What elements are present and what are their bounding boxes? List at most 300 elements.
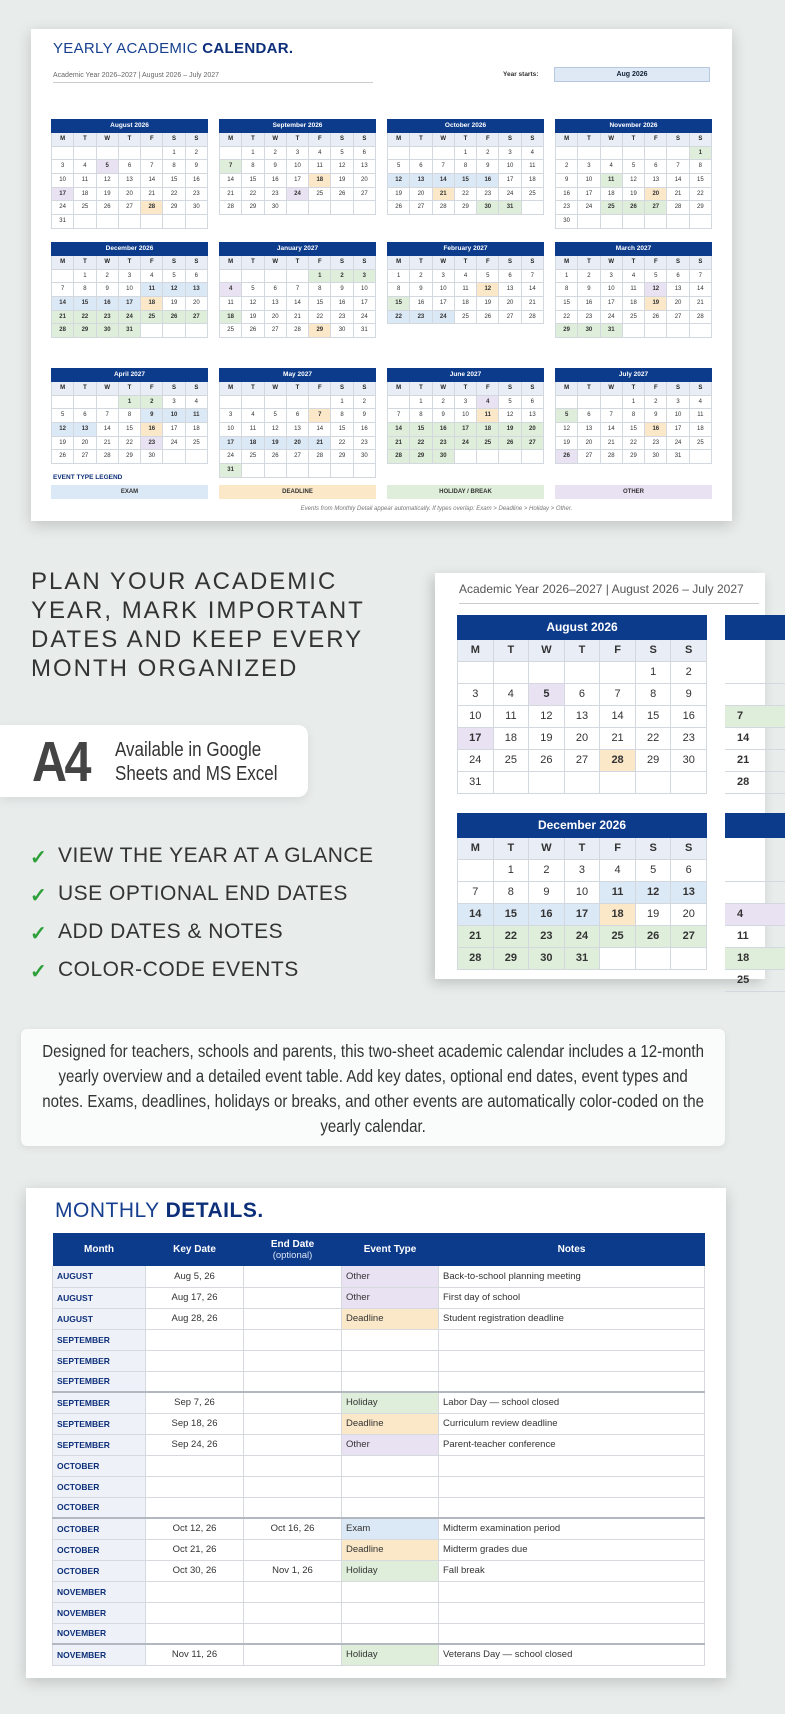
end-date-cell[interactable]: [244, 1413, 342, 1434]
month-card: [387, 368, 544, 464]
empty-cell: [52, 147, 74, 161]
weekday-header: S: [499, 133, 521, 147]
month-cell[interactable]: SEPTEMBER: [53, 1329, 146, 1350]
empty-cell: [690, 215, 712, 229]
weekday-header: M: [556, 256, 578, 270]
notes-cell[interactable]: First day of school: [439, 1287, 705, 1308]
day-cell: 4: [600, 860, 636, 882]
key-date-cell[interactable]: Oct 21, 26: [146, 1539, 244, 1560]
month-card: [387, 242, 544, 324]
day-cell: 23: [671, 728, 707, 750]
day-cell: 5: [645, 270, 667, 284]
day-cell: 2: [645, 396, 667, 410]
key-date-cell[interactable]: [146, 1623, 244, 1644]
peek-day: 28: [725, 772, 785, 794]
notes-cell[interactable]: [439, 1623, 705, 1644]
day-cell: 31: [499, 201, 521, 215]
weekday-header: F: [477, 133, 499, 147]
key-date-cell[interactable]: Oct 12, 26: [146, 1518, 244, 1539]
month-header: August 2026: [457, 615, 707, 640]
empty-cell: [578, 396, 600, 410]
day-cell: 8: [494, 882, 530, 904]
empty-cell: [163, 324, 185, 338]
key-date-cell[interactable]: [146, 1350, 244, 1371]
key-date-cell[interactable]: [146, 1329, 244, 1350]
notes-cell[interactable]: [439, 1497, 705, 1518]
day-cell: 25: [477, 437, 499, 451]
day-cell: 10: [163, 409, 185, 423]
day-cell: 18: [141, 297, 163, 311]
weekday-header: S: [690, 382, 712, 396]
weekday-header: M: [52, 256, 74, 270]
notes-cell[interactable]: Midterm grades due: [439, 1539, 705, 1560]
empty-cell: [74, 396, 96, 410]
zoom-month-august: [457, 615, 707, 794]
weekday-header: W: [529, 640, 565, 662]
day-cell: 3: [455, 396, 477, 410]
day-cell: 1: [494, 860, 530, 882]
day-cell: 17: [52, 188, 74, 202]
day-cell: 7: [287, 283, 309, 297]
day-cell: 21: [287, 311, 309, 325]
month-header: October 2026: [387, 119, 544, 133]
day-cell: 3: [578, 160, 600, 174]
day-cell: 30: [186, 201, 208, 215]
notes-cell[interactable]: [439, 1329, 705, 1350]
empty-cell: [141, 147, 163, 161]
empty-cell: [529, 662, 565, 684]
day-cell: 31: [667, 450, 689, 464]
day-cell: 30: [97, 324, 119, 338]
end-date-cell[interactable]: [244, 1497, 342, 1518]
day-cell: 28: [458, 948, 494, 970]
key-date-cell[interactable]: Oct 30, 26: [146, 1560, 244, 1581]
day-cell: 2: [529, 860, 565, 882]
day-cell: 26: [242, 324, 264, 338]
day-cell: 28: [141, 201, 163, 215]
weekday-header: T: [410, 382, 432, 396]
empty-cell: [636, 772, 672, 794]
empty-cell: [186, 450, 208, 464]
day-cell: 6: [565, 684, 601, 706]
key-date-cell[interactable]: Sep 7, 26: [146, 1392, 244, 1413]
weekday-header: M: [220, 133, 242, 147]
day-cell: 12: [623, 174, 645, 188]
end-date-cell[interactable]: [244, 1644, 342, 1665]
day-cell: 23: [556, 201, 578, 215]
day-cell: 27: [578, 450, 600, 464]
event-type-cell[interactable]: Holiday: [342, 1644, 439, 1665]
day-cell: 28: [388, 450, 410, 464]
weekday-header: S: [331, 382, 353, 396]
notes-cell[interactable]: Parent-teacher conference: [439, 1434, 705, 1455]
day-cell: 3: [601, 270, 623, 284]
empty-cell: [410, 147, 432, 161]
empty-cell: [388, 396, 410, 410]
day-cell: 27: [499, 311, 521, 325]
end-date-cell[interactable]: [244, 1602, 342, 1623]
end-date-cell[interactable]: [244, 1539, 342, 1560]
empty-cell: [623, 147, 645, 161]
col-end-date: End Date (optional): [244, 1233, 342, 1266]
empty-cell: [600, 948, 636, 970]
key-date-cell[interactable]: Aug 5, 26: [146, 1266, 244, 1287]
key-date-cell[interactable]: Aug 17, 26: [146, 1287, 244, 1308]
key-date-cell[interactable]: [146, 1581, 244, 1602]
notes-cell[interactable]: Back-to-school planning meeting: [439, 1266, 705, 1287]
day-cell: 24: [52, 201, 74, 215]
day-cell: 17: [433, 297, 455, 311]
table-row: [53, 1560, 705, 1581]
month-cell[interactable]: SEPTEMBER: [53, 1413, 146, 1434]
event-type-cell[interactable]: Other: [342, 1266, 439, 1287]
day-cell: 3: [287, 147, 309, 161]
weekday-header: T: [74, 256, 96, 270]
weekday-header: S: [163, 256, 185, 270]
end-date-cell[interactable]: [244, 1392, 342, 1413]
event-type-cell[interactable]: Other: [342, 1287, 439, 1308]
month-header: May 2027: [219, 368, 376, 382]
table-row: [53, 1497, 705, 1518]
day-cell: 23: [645, 437, 667, 451]
day-cell: 2: [433, 396, 455, 410]
day-cell: 10: [287, 160, 309, 174]
end-date-cell[interactable]: [244, 1266, 342, 1287]
key-date-cell[interactable]: Aug 28, 26: [146, 1308, 244, 1329]
weekday-header: F: [309, 382, 331, 396]
empty-cell: [433, 147, 455, 161]
day-cell: 12: [163, 283, 185, 297]
notes-cell[interactable]: [439, 1602, 705, 1623]
day-cell: 12: [529, 706, 565, 728]
event-type-cell[interactable]: Deadline: [342, 1539, 439, 1560]
day-cell: 11: [494, 706, 530, 728]
month-cell[interactable]: OCTOBER: [53, 1476, 146, 1497]
key-date-cell[interactable]: [146, 1497, 244, 1518]
event-type-cell[interactable]: [342, 1581, 439, 1602]
day-cell: 19: [529, 728, 565, 750]
day-cell: 4: [309, 147, 331, 161]
day-cell: 3: [52, 160, 74, 174]
check-icon: ✓: [30, 885, 47, 907]
day-cell: 25: [242, 450, 264, 464]
notes-cell[interactable]: Labor Day — school closed: [439, 1392, 705, 1413]
details-table: [52, 1233, 705, 1666]
month-cell[interactable]: AUGUST: [53, 1266, 146, 1287]
end-date-cell[interactable]: [244, 1581, 342, 1602]
month-cell[interactable]: AUGUST: [53, 1287, 146, 1308]
event-type-cell[interactable]: [342, 1371, 439, 1392]
day-cell: 24: [287, 188, 309, 202]
day-cell: 25: [74, 201, 96, 215]
empty-cell: [354, 464, 376, 478]
day-cell: 27: [671, 926, 707, 948]
key-date-cell[interactable]: [146, 1455, 244, 1476]
day-cell: 14: [220, 174, 242, 188]
day-cell: 2: [354, 396, 376, 410]
day-cell: 15: [242, 174, 264, 188]
day-cell: 19: [52, 437, 74, 451]
day-cell: 25: [623, 311, 645, 325]
weekday-header: S: [636, 838, 672, 860]
empty-cell: [119, 215, 141, 229]
year-starts-input[interactable]: Aug 2026: [554, 67, 710, 82]
day-cell: 18: [74, 188, 96, 202]
event-type-cell[interactable]: Other: [342, 1434, 439, 1455]
table-row: [53, 1434, 705, 1455]
day-cell: 6: [410, 160, 432, 174]
weekday-header: S: [499, 382, 521, 396]
zoom-subline: Academic Year 2026–2027 | August 2026 – July 2027: [459, 582, 744, 596]
day-cell: 26: [52, 450, 74, 464]
month-cell[interactable]: NOVEMBER: [53, 1602, 146, 1623]
weekday-header: T: [565, 838, 601, 860]
month-cell[interactable]: OCTOBER: [53, 1497, 146, 1518]
table-row: [53, 1266, 705, 1287]
feature-item: [30, 880, 420, 908]
notes-cell[interactable]: [439, 1350, 705, 1371]
empty-cell: [52, 270, 74, 284]
month-cell[interactable]: OCTOBER: [53, 1518, 146, 1539]
day-cell: 25: [600, 926, 636, 948]
event-type-cell[interactable]: [342, 1329, 439, 1350]
empty-cell: [52, 396, 74, 410]
month-cell[interactable]: NOVEMBER: [53, 1581, 146, 1602]
day-cell: 19: [499, 423, 521, 437]
end-date-cell[interactable]: [244, 1287, 342, 1308]
event-type-cell[interactable]: [342, 1350, 439, 1371]
day-cell: 16: [186, 174, 208, 188]
empty-cell: [455, 450, 477, 464]
end-date-cell[interactable]: [244, 1623, 342, 1644]
day-cell: 28: [601, 450, 623, 464]
notes-cell[interactable]: [439, 1581, 705, 1602]
key-date-cell[interactable]: Nov 11, 26: [146, 1644, 244, 1665]
empty-cell: [97, 147, 119, 161]
year-starts-label: Year starts:: [503, 71, 539, 78]
event-type-cell[interactable]: [342, 1497, 439, 1518]
end-date-cell[interactable]: [244, 1329, 342, 1350]
key-date-cell[interactable]: Sep 24, 26: [146, 1434, 244, 1455]
yearly-title: YEARLY ACADEMIC CALENDAR.: [53, 40, 294, 57]
day-cell: 29: [636, 750, 672, 772]
day-cell: 21: [690, 297, 712, 311]
month-cell[interactable]: NOVEMBER: [53, 1644, 146, 1665]
day-cell: 5: [388, 160, 410, 174]
event-type-cell[interactable]: Holiday: [342, 1560, 439, 1581]
day-cell: 29: [623, 450, 645, 464]
day-cell: 12: [499, 409, 521, 423]
day-cell: 18: [455, 297, 477, 311]
weekday-header: T: [119, 382, 141, 396]
month-cell[interactable]: SEPTEMBER: [53, 1392, 146, 1413]
end-date-cell[interactable]: [244, 1371, 342, 1392]
day-cell: 9: [529, 882, 565, 904]
key-date-cell[interactable]: [146, 1602, 244, 1623]
day-cell: 31: [458, 772, 494, 794]
month-header: December 2026: [457, 813, 707, 838]
day-cell: 15: [556, 297, 578, 311]
weekday-header: W: [601, 256, 623, 270]
day-cell: 3: [565, 860, 601, 882]
notes-cell[interactable]: Midterm examination period: [439, 1518, 705, 1539]
day-cell: 11: [477, 409, 499, 423]
day-cell: 29: [74, 324, 96, 338]
day-cell: 10: [119, 283, 141, 297]
day-cell: 26: [499, 437, 521, 451]
academic-year-subline: Academic Year 2026–2027 | August 2026 – July 2027: [53, 72, 220, 79]
day-cell: 14: [690, 283, 712, 297]
notes-cell[interactable]: [439, 1476, 705, 1497]
month-header: July 2027: [555, 368, 712, 382]
day-cell: 12: [52, 423, 74, 437]
weekday-header: F: [645, 133, 667, 147]
weekday-header: M: [458, 640, 494, 662]
weekday-header: W: [433, 382, 455, 396]
notes-cell[interactable]: Student registration deadline: [439, 1308, 705, 1329]
event-type-cell[interactable]: [342, 1476, 439, 1497]
end-date-cell[interactable]: Oct 16, 26: [244, 1518, 342, 1539]
end-date-cell[interactable]: [244, 1434, 342, 1455]
day-cell: 4: [690, 396, 712, 410]
weekday-header: S: [354, 133, 376, 147]
day-cell: 22: [690, 188, 712, 202]
day-cell: 17: [163, 423, 185, 437]
day-cell: 10: [433, 283, 455, 297]
weekday-header: M: [52, 382, 74, 396]
day-cell: 11: [600, 882, 636, 904]
day-cell: 31: [601, 324, 623, 338]
notes-cell[interactable]: Veterans Day — school closed: [439, 1644, 705, 1665]
day-cell: 17: [119, 297, 141, 311]
month-header: March 2027: [555, 242, 712, 256]
key-date-cell[interactable]: Sep 18, 26: [146, 1413, 244, 1434]
month-cell[interactable]: SEPTEMBER: [53, 1371, 146, 1392]
month-cell[interactable]: OCTOBER: [53, 1560, 146, 1581]
zoom-peek-september: [725, 615, 785, 794]
day-cell: 19: [331, 174, 353, 188]
day-cell: 11: [623, 283, 645, 297]
day-cell: 17: [287, 174, 309, 188]
day-cell: 10: [52, 174, 74, 188]
event-type-cell[interactable]: Deadline: [342, 1308, 439, 1329]
month-cell[interactable]: SEPTEMBER: [53, 1350, 146, 1371]
day-cell: 10: [455, 409, 477, 423]
notes-cell[interactable]: [439, 1455, 705, 1476]
month-header: June 2027: [387, 368, 544, 382]
weekday-header: T: [578, 133, 600, 147]
weekday-header: W: [529, 838, 565, 860]
day-cell: 27: [74, 450, 96, 464]
weekday-header: S: [163, 133, 185, 147]
day-cell: 18: [623, 297, 645, 311]
day-cell: 16: [671, 706, 707, 728]
notes-cell[interactable]: Curriculum review deadline: [439, 1413, 705, 1434]
end-date-cell[interactable]: [244, 1476, 342, 1497]
day-cell: 11: [74, 174, 96, 188]
month-cell[interactable]: NOVEMBER: [53, 1623, 146, 1644]
month-cell[interactable]: OCTOBER: [53, 1539, 146, 1560]
day-cell: 31: [220, 464, 242, 478]
weekday-header: T: [242, 133, 264, 147]
weekday-header: W: [601, 133, 623, 147]
day-cell: 13: [354, 160, 376, 174]
event-type-cell[interactable]: Holiday: [342, 1392, 439, 1413]
day-cell: 10: [458, 706, 494, 728]
event-type-cell[interactable]: Exam: [342, 1518, 439, 1539]
day-cell: 22: [455, 188, 477, 202]
end-date-cell[interactable]: Nov 1, 26: [244, 1560, 342, 1581]
empty-cell: [565, 772, 601, 794]
day-cell: 7: [600, 684, 636, 706]
weekday-header: S: [331, 133, 353, 147]
end-date-cell[interactable]: [244, 1308, 342, 1329]
format-badge: [0, 725, 308, 797]
weekday-header: W: [433, 133, 455, 147]
day-cell: 16: [433, 423, 455, 437]
month-cell[interactable]: SEPTEMBER: [53, 1434, 146, 1455]
key-date-cell[interactable]: [146, 1371, 244, 1392]
day-cell: 27: [522, 437, 544, 451]
day-cell: 29: [690, 201, 712, 215]
day-cell: 31: [354, 324, 376, 338]
day-cell: 15: [309, 297, 331, 311]
day-cell: 17: [667, 423, 689, 437]
weekday-header: M: [556, 133, 578, 147]
day-cell: 2: [671, 662, 707, 684]
day-cell: 12: [645, 283, 667, 297]
month-cell[interactable]: AUGUST: [53, 1308, 146, 1329]
day-cell: 30: [556, 215, 578, 229]
day-cell: 7: [433, 160, 455, 174]
event-type-cell[interactable]: [342, 1602, 439, 1623]
day-cell: 11: [690, 409, 712, 423]
month-cell[interactable]: OCTOBER: [53, 1455, 146, 1476]
event-type-cell[interactable]: Deadline: [342, 1413, 439, 1434]
day-cell: 27: [354, 188, 376, 202]
end-date-cell[interactable]: [244, 1455, 342, 1476]
weekday-header: T: [410, 133, 432, 147]
weekday-header: W: [265, 133, 287, 147]
notes-cell[interactable]: [439, 1371, 705, 1392]
day-cell: 27: [119, 201, 141, 215]
weekday-header: F: [141, 133, 163, 147]
event-type-cell[interactable]: [342, 1623, 439, 1644]
day-cell: 2: [265, 147, 287, 161]
day-cell: 22: [556, 311, 578, 325]
weekday-header: F: [141, 256, 163, 270]
day-cell: 29: [410, 450, 432, 464]
day-cell: 28: [97, 450, 119, 464]
day-cell: 18: [309, 174, 331, 188]
weekday-header: T: [74, 133, 96, 147]
day-cell: 9: [645, 409, 667, 423]
day-cell: 24: [578, 201, 600, 215]
empty-cell: [309, 396, 331, 410]
key-date-cell[interactable]: [146, 1476, 244, 1497]
empty-cell: [265, 464, 287, 478]
zoom-peek-january: [725, 813, 785, 992]
end-date-cell[interactable]: [244, 1350, 342, 1371]
weekday-header: S: [354, 256, 376, 270]
event-type-cell[interactable]: [342, 1455, 439, 1476]
day-cell: 24: [455, 437, 477, 451]
legend-holiday: HOLIDAY / BREAK: [387, 485, 544, 499]
notes-cell[interactable]: Fall break: [439, 1560, 705, 1581]
day-cell: 7: [388, 409, 410, 423]
empty-cell: [287, 396, 309, 410]
day-cell: 4: [141, 270, 163, 284]
